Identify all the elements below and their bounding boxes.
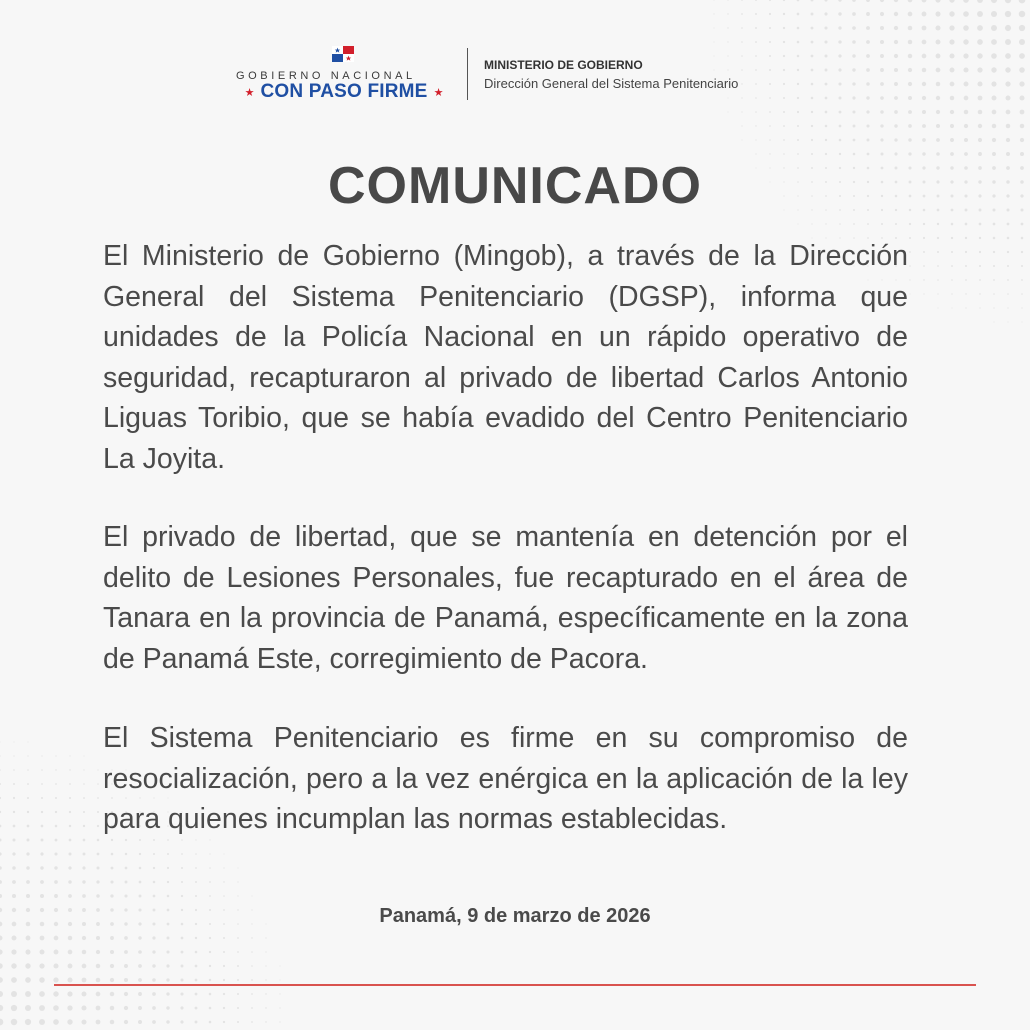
- direccion-subtitle: Dirección General del Sistema Penitenciario: [484, 76, 739, 91]
- date-line: Panamá, 9 de marzo de 2026: [379, 905, 651, 927]
- page-title: COMUNICADO: [328, 157, 702, 215]
- paragraph-2: El privado de libertad, que se mantenía en detención por el delito de Lesiones Personales, fue recapturado en el área de Tanara en la provincia de Panamá, específicamente en la zona de Panamá Este, corregimiento de Pacora.: [103, 521, 908, 675]
- gobierno-nacional-logo: [232, 44, 456, 104]
- gobierno-nacional-text: GOBIERNO NACIONAL: [236, 70, 416, 82]
- paragraph-3: El Sistema Penitenciario es firme en su compromiso de resocialización, pero a la vez enérgica en la aplicación de la ley para quienes incumplan las normas establecidas.: [103, 722, 908, 835]
- panama-flag-icon: [332, 46, 354, 62]
- header-divider: [467, 48, 468, 100]
- ministerio-title: MINISTERIO DE GOBIERNO: [484, 58, 643, 72]
- header: [0, 44, 1030, 104]
- star-icon: ★: [433, 86, 444, 99]
- footer-divider: [54, 984, 976, 986]
- paragraph-1: El Ministerio de Gobierno (Mingob), a través de la Dirección General del Sistema Penitenciario (DGSP), informa que unidades de la Policía Nacional en un rápido operativo de seguridad, recapturaron al privado de libertad Carlos Antonio Liguas Toribio, que se había evadido del Centro Penitenciario La Joyita.: [103, 240, 908, 475]
- star-icon: ★: [244, 86, 255, 99]
- con-paso-firme-row: [232, 80, 456, 104]
- con-paso-firme-text: CON PASO FIRME: [260, 81, 428, 102]
